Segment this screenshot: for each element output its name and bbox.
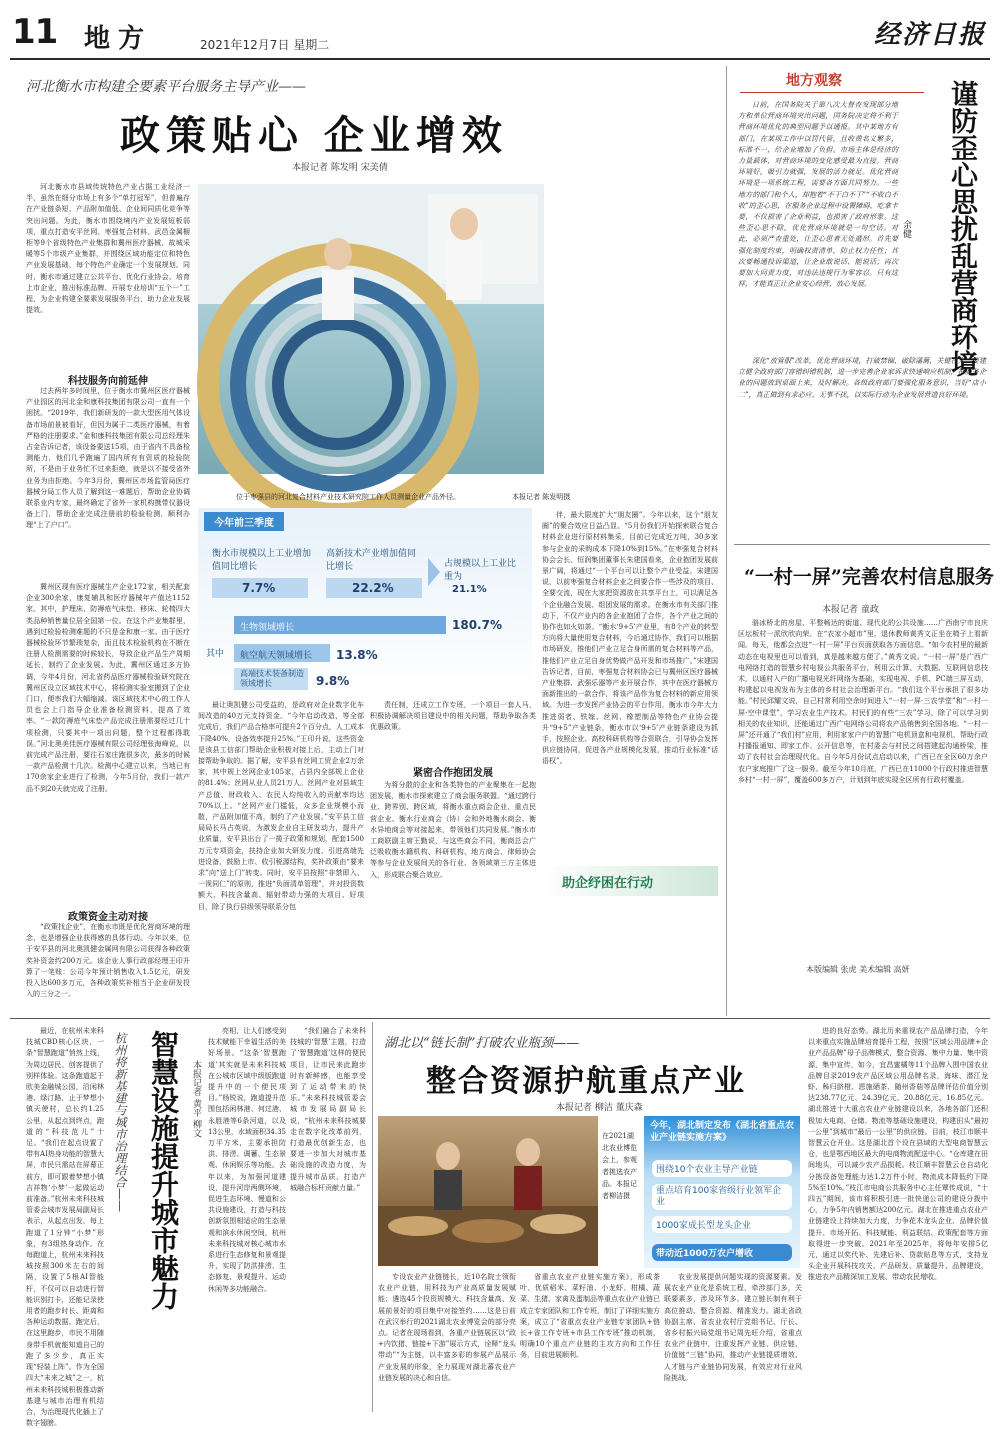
stat-2-value: 22.2% bbox=[352, 581, 394, 595]
hubei-paragraph: 进的良好态势。湖北历来重视农产品品牌打造，今年以来重点实施品牌培育提升工程，按照“区域公用品牌+企业产品品牌”母子品牌模式，整合资源、集中力量、集中资源，集中宣传，如今，宜昌蜜橘等11个品牌入围中国农业品牌目录2019农产品区域公用品牌名录，海味、潜江龙虾、秭归脐橙、恩施硒茶、随州香菇等品牌评估价值分别达238.77亿元、24.39亿元、20.88亿元、16.85亿元。湖北推进十大重点农业产业链建设以来，各地各部门还积极加大电商、仓储、物流等基础设施建设，构建田头“最初一公里”到城市“最后一公里”的供应链。目前，枝江市顺丰智慧云仓开业。这是湖北首个设在县域的大型电商智慧云仓，也是鄂西地区最大的电商物流配送中心。“仓库建在田间地头，可以减少农产品损耗。枝江顺丰智慧云仓自动化分拣设备处理能力达1.2万件小时，物流成本降低约下降5%至10%。”枝江市电商公共服务中心主任覃传成说，“十四五”期间，该市将积极引进一批快递公司的建设分拨中心，力争5年内销售额达200亿元。湖北在推进重点农业产业链建设上持续加大力度，力争花木龙头企业、品牌价值提升、市场开拓、科技赋能、利益联结、政策配套等方面取得进一步突破。2021年至2025年，将每年安排5亿元，通过以奖代补、先建后补、贷款贴息等方式，支持龙头企业开展科技攻关、产品研发、质量提升、品牌建设，推进农产品精深加工发展、带动农民增收。 bbox=[808, 1027, 988, 1282]
bar-3-label: 高端技术装备制造领域增长 bbox=[240, 669, 304, 688]
opinion-tag-rule bbox=[740, 92, 924, 93]
hangzhou-byline: 本报记者 黄平 柳文 bbox=[191, 1060, 201, 1138]
lead-photo bbox=[198, 184, 544, 474]
hangzhou-column-2 bbox=[208, 1026, 286, 1410]
lead-paragraph: 伴，最大限度扩大“朋友圈”。今年以来，这个“朋友圈”的聚合效应日益凸显。“5月份我们开始探索联合复合材料企业进行原材料集采，目前已完成近万吨，30多家参与企业的采购成本下降10%到15%。”在枣强复合材料协会会长、恒润集团董事长朱建国看来，企业抱团发展前景广阔，将通过“一个平台可以让整个产业受益。宋建国说，以前枣强复合材料企业之间要合作一些涉及的项目、全要交流，现在大家把资源放在共享平台上，可以满足各个企业融合发展、组团发展的需求。在衡水市有关部门推动下，不仅产业内的各企业抱团了合作，各个产业之间的协作也如火如荼。“衡水‘9+5’产业里，有8个产业的转型方向将大量使用复合材料，今后通过协作，我们可以根据市场研发，推他们产业立足合身所需的复合材料等产品，推他们产业立足自身优势做产品开发和市场推广。”宋建国告诉记者，目前，枣强复合材料协会已与冀州区医疗器械产业集群、武强乐器等产业开展合作，其中在医疗器械方面新推出的一款合作，将该产品作为复合材料的新应用领域。为进一步发挥产业协会的平台作用，衡水市今年大力推进弱者、铁嫁、丝网、橡塑制品等特色产业协会提升“9+5”产业链条，衡水市以‘9+5’产业链条建设为抓手，按照企业、高校科研机构等合资联合，引导协会发挥供应链协同，促进各产业规模化发展，推动行业标准“话语权”。 bbox=[542, 511, 718, 766]
lead-title: 政策贴心 企业增效 bbox=[120, 112, 508, 159]
opinion-author: 余健 bbox=[901, 220, 911, 238]
masthead-rule bbox=[10, 58, 990, 60]
lead-subhead-3: 紧密合作抱团发展 bbox=[413, 768, 493, 779]
lead-column-3-bot bbox=[370, 780, 536, 1012]
hubei-photo-illustration bbox=[378, 1116, 598, 1266]
hubei-kicker: 湖北以“链长制”打破农业瓶颈—— bbox=[384, 1036, 580, 1051]
page-number: 11 bbox=[12, 12, 58, 52]
lead-paragraph: 冀州区现有医疗器械生产企业172家，相关配套企业300余家，康复辅具和医疗器械年产值达1152家。其中，护理床、防褥疮气床垫、移床、轮椅四大类品种销售量位居全国第一位。在这个产业集群里，遇到过检验检测难题的不只是金和康一家。由于医疗器械检验环节繁琐复杂，而且技术检验机构在不断在注册人检测需要的时候较长，导致企业产品生产周期延长，制约了企业发展。为此，冀州区通过多方协调，今年4月份，河北省药品医疗器械检验研究院在冀州区设立区域技术中心，将检测实验室搬到了企业门口，便率我们大幅缩减。该区域技术中心的工作人员也会上门指导企业准备检测资料，提高了效率。“一款防褥疮气床垫产品完成注册需要经过几十项检测，只要其中一项出问题，整个过程都得耽误。”河北奥美佳医疗器械有限公司经理张海峰说，以前完成产品注册，要往石家庄跑很多次，最多的时候一款产品检测十几次。检测中心建立以来，当地已有170余家企业进行了检测，今年5月份，我们一款产品不到20天就完成了注册。 bbox=[26, 583, 190, 793]
bar-1-label: 生物领域增长 bbox=[240, 623, 295, 633]
opinion-title: 谨防歪心思扰乱营商环境 bbox=[946, 80, 977, 377]
lead-photo-credit: 本报记者 陈发明摄 bbox=[512, 493, 571, 501]
stat-2-box bbox=[326, 578, 422, 598]
section-name: 地方 bbox=[84, 24, 153, 54]
stat-3-value: 21.1% bbox=[452, 584, 487, 595]
guangxi-title: “一村一屏”完善农村信息服务 bbox=[744, 566, 994, 588]
lead-column-2 bbox=[198, 700, 364, 1012]
bar-2-label: 航空航天领域增长 bbox=[240, 651, 313, 661]
bar-1-value: 180.7% bbox=[452, 618, 502, 632]
lead-paragraph: 责任制，还成立工作专班，一个项目一套人马，积极协调解决项目建设中的相关问题，帮助争取各类优惠政策。 bbox=[370, 701, 536, 732]
hubei-paragraph: 专设农业产业链链长，近10名院士领衔农业产业链，用科技为产业高质量发展赋能；遴选45个投资规模大、科技含量高、发展前景好的项目集中对接签约……这是日前在武汉举行的2021湖北农业博览会的部分亮点。记者在现场看到，各重产业链展区以“政+内饮猪、链接+下游”展示方式，诠释“龙头带动”“为主链，以丰富多彩的参展产品展示产业发展的形象，全力展现对湖北蕃农业产业链发展的决心和自信。 bbox=[378, 1273, 516, 1382]
hubei-byline: 本报记者 柳洁 董庆森 bbox=[556, 1103, 643, 1113]
lead-paragraph: 过去两年多时间里，位于衡水市冀州区医疗器械产业园区的河北金和康科技集团有限公司一直有一个困扰。“2019年，我们新研发的一款大型医用气体设备市场前景被看好，但因为属于二类医疗器械，有着严格的注册要求。”金和康科技集团有限公司总经理朱占金告诉记者，该设备要送15项，由于省内不具备检测能力，他们几乎跑遍了国内所有有资质的检验院所，不是由于业务忙不过来拒绝，就是以不接受省外业务为由拒绝。今年3月份，冀州区市场监管局医疗器械分局工作人员了解到这一难题后，帮助企业协调联系业内专家，最终确定了省外一家机构携带仪器设备上门，帮助企业完成注册前的检验检测，顺利办理“上了户口”。 bbox=[26, 387, 190, 530]
lead-paragraph: 河北衡水市县域传统特色产业占据工业经济一半，虽然在细分市场上有多个“单打冠军”，但普遍存在产业链条短、产品附加值低、企业间同质化竞争等突出问题。为此，衡水市围绕境内产业发展短板弱项，重点打造安平丝网、枣强复合材料、武邑金属橱柜等9个省级特色产业集群和冀州医疗器械、故城采暖等5个市级产业集群，并围绕区域功能定位和特色产业发展基础，每个特色产业确定一个发展规划。同时，衡水市通过建立公共平台、优化行业协会、培育上市企业，推出标准品牌、开展专业培训“五个一”工程，为企业构建全要素发展服务平台，助力企业发展提效。 bbox=[26, 183, 190, 315]
lead-photo-caption: 位于枣强县的河北复合材料产业技术研究院工作人员测量企业产品外径。 bbox=[236, 493, 460, 501]
lead-paragraph: 最让奥凯健公司受益的，是政府对企业数字化车间改造的40万元支持资金。“今年启动改造，等全部完成后，我们产品合格率可提升2个百分点，人工成本下降40%，设备效率提升25%。”王印升说，这些资金是该县工信部门帮助企业积极对接上后，主动上门对接帮助争取的。据了解，安平县有丝网工贸企业2万余家，其中规上丝网企业105家，占县内全部规上企业的81.4%；丝网从业人员21万人。丝网产业对县域生产总值、财政收入、农民人均纯收入的贡献率均达70%以上。“丝网产业门槛低，众多企业规模小而散，产品附加值不高，制约了产业发展。”安平县工信局局长马占英说，为激发企业自主研发动力，提升产业质量，安平县出台了一揽子政策和规划，配套1500万元专项资金，扶持企业加大研发力度、引进高端先进设备，鼓励上市、收引税源结构，奖补政策由“要来求”向“送上门”转变。同时，安平县按照“非禁即入、一视同仁”的原则，推进“负面清单管理”，并对投资数额大、科技含量高、辐射带动力强的大项目、好项目，除了执行县级领导联系分包 bbox=[198, 701, 364, 911]
hubei-paragraph: 省重点农业产业链实施方案》，形成茶叶、优质稻米、菜籽油、小龙虾、柑橘、蔬菜、生猪、家禽及蛋制品等重点农业产业链已成立专家团队和工作专班，制订了详细实施方案，成立了“省重点农业产业链专家团队+链长+省工作专班+市县工作专班”推动机制，明确10个重点产业链的主攻方向和工作任务，目前进展顺利。 bbox=[520, 1273, 660, 1360]
hangzhou-title: 智慧设施提升城市魅力 bbox=[147, 1030, 180, 1310]
stat-1-label: 衡水市规模以上工业增加值同比增长 bbox=[212, 549, 312, 572]
stat-3-arrow bbox=[428, 558, 440, 586]
lead-subhead-2: 政策资金主动对接 bbox=[68, 912, 148, 923]
hangzhou-kicker: 杭州将新基建与城市治理结合—— bbox=[113, 1032, 127, 1212]
lead-column-1-low bbox=[26, 582, 190, 894]
hubei-column-4 bbox=[808, 1026, 988, 1412]
lead-column-1-mid bbox=[26, 386, 190, 578]
column-divider bbox=[726, 66, 727, 1016]
lead-paragraph: 为将分散的企业和各类特色的产业聚集在一起抱团发展，衡水市探索建立了商会服务联盟。“通过跨行业、跨界别、跨区域，将衡水重点商会企业、重点民营企业、衡水行业商会（协）会和外地衡水商会、衡水异地商会等对接起来，带领他们共同发展。”衡水市工商联副主席王勤说，与这些商会不同，衡商总会广泛吸收衡水籍机构、科研机构、地方商会、律师协会等参与企业发展间关的各行业、各领域第三方主体进入，形成联合聚合效应。 bbox=[370, 781, 536, 879]
editor-line: 本版编辑 张虎 美术编辑 高妍 bbox=[806, 965, 910, 974]
hubei-panel-item-2: 重点培育100家省级行业领军企业 bbox=[652, 1184, 792, 1210]
opinion-paragraph: 日前，在国务院关于第八次大督查发现部分地方和单位营商环境突出问题，国务院决定将不利于营商环境优化的典型问题予以通报。其中某地方有部门，在某项工作中以罚代管，且收费名义繁多，标准不一，给企业增加了负担。市场主体是经济的力量载体，对营商环境的变化感受最为直接。营商环境好，吸引力就强，发展的活力就足。优化营商环境是一项系统工程，需要各方面共同努力。一些地方的部门和个人，却抱着“不干白不干”“不收白不收”的歪心思，在服务企业过程中设置障碍、吃拿卡要，不仅损害了企业利益，也损害了政府形象。这些歪心思不除，优化营商环境就是一句空话。对此，必须严查重处，让歪心思者无处遁形。首先要强化制度约束，明确权责清单，防止权力任性；其次要畅通投诉渠道，让企业敢说话、能说话；再次要加大问责力度，对违法违规行为零容忍。只有这样，才能真正让企业安心经营、放心发展。 bbox=[738, 101, 898, 289]
hubei-paragraph: 农业发展提供问题实现的资源要素。发展农业产业化是系统工程，牵涉部门多，关联要素多，涉及环节多。建立链长制有利于高位推动、整合资源、精准发力。湖北省政协副主席、省农业农村厅党组书记、厅长、省乡村振兴局党组书记周先旺介绍，省重点农业产业链中，注重发挥产业链、供应链、价值链“三链”协同，推动产业链提质增效、人才链与产业链协同发展，有效应对行业风险挑战。 bbox=[664, 1273, 802, 1382]
hubei-column-1 bbox=[378, 1272, 516, 1412]
hangzhou-paragraph: 最近，在杭州未来科技城CBD核心区块，一条“智慧跑道”悄然上线，为周边居民、创客提供了别样体验。这条跑道起于欧美金融城公园，沿闲林港、绿汀路，止于梦想小镇天使村，总长约1.25公里，从起点到终点，跑道的“科技范儿”十足。“我们在起点设置了带有AI热身功能的智慧大屏，市民只需站在屏幕正前方，即可跟着梦想小镇吉祥物‘小梦’一起做运动前准备。”杭州未来科技城管委会城市发展局副局长表示，从起点出发，每上跑道了1分钟“小梦”形象，有3组热身动作。在每跑道上，杭州未来科技城按照300米左右的间隔，设置了5根AI智能杆，不仅可以自动进行智能识别打卡，还能记录使用者的跑步时长、距离和各种运动数据。跑完后，在这里跑步，市民不用随身带手机就能知道自己的跑了多少步，真正实现“轻装上阵”。作为全国四大“未来之城”之一，杭州未来科技城积极推动新基建与城市治理有机结合，为治理现代化插上了数字翅膀。 bbox=[26, 1027, 104, 1428]
guangxi-body bbox=[738, 618, 988, 954]
stats-panel-header: 今年前三季度 bbox=[204, 512, 284, 531]
issue-date: 2021年12月7日 星期二 bbox=[200, 38, 330, 52]
hubei-column-3 bbox=[664, 1272, 802, 1412]
lead-subhead-1: 科技服务向前延伸 bbox=[68, 376, 148, 387]
hubei-panel bbox=[644, 1116, 800, 1268]
hubei-photo-caption: 在2021湖北农业博览会上，参观者挑选农产品。本报记者柳洁摄 bbox=[602, 1132, 637, 1200]
hubei-title: 整合资源护航重点产业 bbox=[426, 1064, 746, 1099]
hubei-panel-item-1: 围绕10个农业主导产业链 bbox=[652, 1160, 792, 1177]
opinion-body bbox=[738, 100, 898, 350]
lead-column-1-top bbox=[26, 182, 190, 368]
stat-1-box bbox=[212, 578, 308, 598]
campaign-banner-text: 助企纾困在行动 bbox=[562, 876, 654, 891]
hangzhou-column-1 bbox=[26, 1026, 104, 1428]
newspaper-logo: 经济日报 bbox=[874, 20, 987, 50]
stats-panel bbox=[198, 508, 532, 694]
hubei-panel-item-3: 1000家成长型龙头企业 bbox=[652, 1216, 792, 1233]
lead-kicker: 河北衡水市构建全要素平台服务主导产业—— bbox=[26, 79, 306, 95]
opinion-bottom-rule bbox=[734, 544, 990, 545]
opinion-body-lower bbox=[738, 356, 986, 536]
hubei-column-2 bbox=[520, 1272, 660, 1412]
guangxi-byline: 本报记者 童政 bbox=[822, 605, 879, 615]
section-divider bbox=[10, 1018, 990, 1019]
lead-column-3-top bbox=[370, 700, 536, 756]
hangzhou-paragraph: 亮相，让人们感受到技术赋能下幸福生活的美好场景。“这条‘智慧跑道’其实就是未来科技城在公城市区域中级版跑道提升中的一个便民项目。”杨锐说，跑道提升范围包括闲林港、何过港、永胜港等6条河道，以及13公里，水域面积34.35万平方米，主要承担防洪、排涝、调蓄、生态景观、休闲娱乐等功能。去年以来，为加强河道建设，提升河岸两侧环境，促进生态环境、慢道和公共设施建设，打造与科技创新氛围相适应的生态景观和滨水休闲空间，杭州未来科技城对核心城市水系进行生态修复和景观提升，实现了防洪排涝、生态修复、景观提升、运动休闲等多功能融合。 bbox=[208, 1027, 286, 1293]
bar-2-value: 13.8% bbox=[336, 648, 378, 662]
opinion-tag: 地方观察 bbox=[786, 73, 842, 89]
bar-3-value: 9.8% bbox=[316, 674, 350, 688]
stat-3-label: 占规模以上工业比重为 bbox=[444, 559, 517, 582]
hubei-panel-header: 今年，湖北制定发布《湖北省重点农业产业链实施方案》 bbox=[650, 1121, 795, 1143]
campaign-banner bbox=[542, 866, 718, 896]
lead-column-1-bot bbox=[26, 922, 190, 1014]
stat-1-value: 7.7% bbox=[242, 581, 276, 595]
hubei-photo bbox=[378, 1116, 598, 1266]
hangzhou-paragraph: “我们融合了未来科技城的‘智慧’主题，打造了‘智慧跑道’这样的便民项目，让市民来此跑步时有新鲜感，也能享受到了运动带来的快乐。”未来科技城管委会城市发展局副局长说，“杭州未来科技城要走在数字化改革前列，打造最优创新生态，也要进一步加大对城市基础设施的改造力度，为提升城市品质、打造产城融合标杆贡献力量。” bbox=[290, 1027, 366, 1192]
bars-prefix: 其中 bbox=[206, 649, 225, 659]
lead-byline: 本报记者 陈发明 宋美倩 bbox=[292, 163, 388, 173]
lead-paragraph: “政策找企业”，在衡水市既是优化营商环境的理念，也是增强企业获得感的具体行动。今年以来，位于安平县的河北奥凯健金属网有限公司获得各种政策奖补资金约200万元。该企业人事行政部经理王印升算了一笔账：公司今年预计销售收入1.5亿元，研发投入达600多万元，各种政策奖补相当于企业研发投入的三分之一。 bbox=[26, 923, 190, 999]
guangxi-paragraph: 骆冰桥北的房屋、平整畅达的街道、现代化的公共设施……广西南宁市良庆区坛板村一派欣欣向荣。在“农家小超市”里，退休教师黄秀文正坐在椅子上看新闻。每天，他都会点进“一村一屏”平台页面获取各方面信息。“如今农村里的最新动态在电视里也可以看到，真是越来越方便了。”黄秀文说。“一村一屏”是广西广电网络打造的智慧乡村电视公共服务平台，利用云计算、大数据、互联网信息技术，以通村入户的广播电视光纤网络为基础，实现电视、手机、PC端三屏互动，构建起以电视发布为主体的乡村社会治理新平台。“我们这个平台承担了很多功能。”村民邱耀文说，自己村常利用空余时间进入“一村一屏·三农学堂”和“一村一屏·空中课堂”，学习农业生产技术。村民们的有些“三农”学习，除了可以学习到相关的农业知识，还能通过广西广电网络公司将农产品销售到全国各地。“一村一屏”还开通了“我们村”应用，利用家家户户的智慧广电机顶盒和电视机，帮助行政村播报通知、即家工作、公开信息等，在村委会与村民之间搭建起沟通桥梁，推动了农村社会治理现代化。自今年5月份试点启动以来，广西已在全区60万余户农户家庭推广了这一服务。截至今年10月底，广西已在11000个行政村推进智慧乡村“一村一屏”，覆盖600多万户，计划到年底实现全区所有行政村覆盖。 bbox=[738, 619, 988, 784]
column-divider bbox=[372, 1022, 373, 1412]
hangzhou-column-3 bbox=[290, 1026, 366, 1410]
hubei-panel-item-4: 带动近1000万农户增收 bbox=[652, 1244, 792, 1261]
opinion-paragraph: 深化“放管服”改革，优化营商环境，打破禁锢、破除藩篱，关键在人。要建立健全政府部门容错纠错机制，进一步完善企业家诉求快速响应机制，把服务企业的问题放到桌面上来，及时解决。各级政府部门要强化服务意识，当好“店小二”，真正做到有求必应、无事不扰，以实际行动为企业发展营造良好环境。 bbox=[738, 357, 986, 399]
lead-photo-illustration bbox=[198, 184, 544, 474]
stat-2-label: 高新技术产业增加值同比增长 bbox=[326, 549, 417, 572]
lead-column-4 bbox=[542, 510, 718, 860]
